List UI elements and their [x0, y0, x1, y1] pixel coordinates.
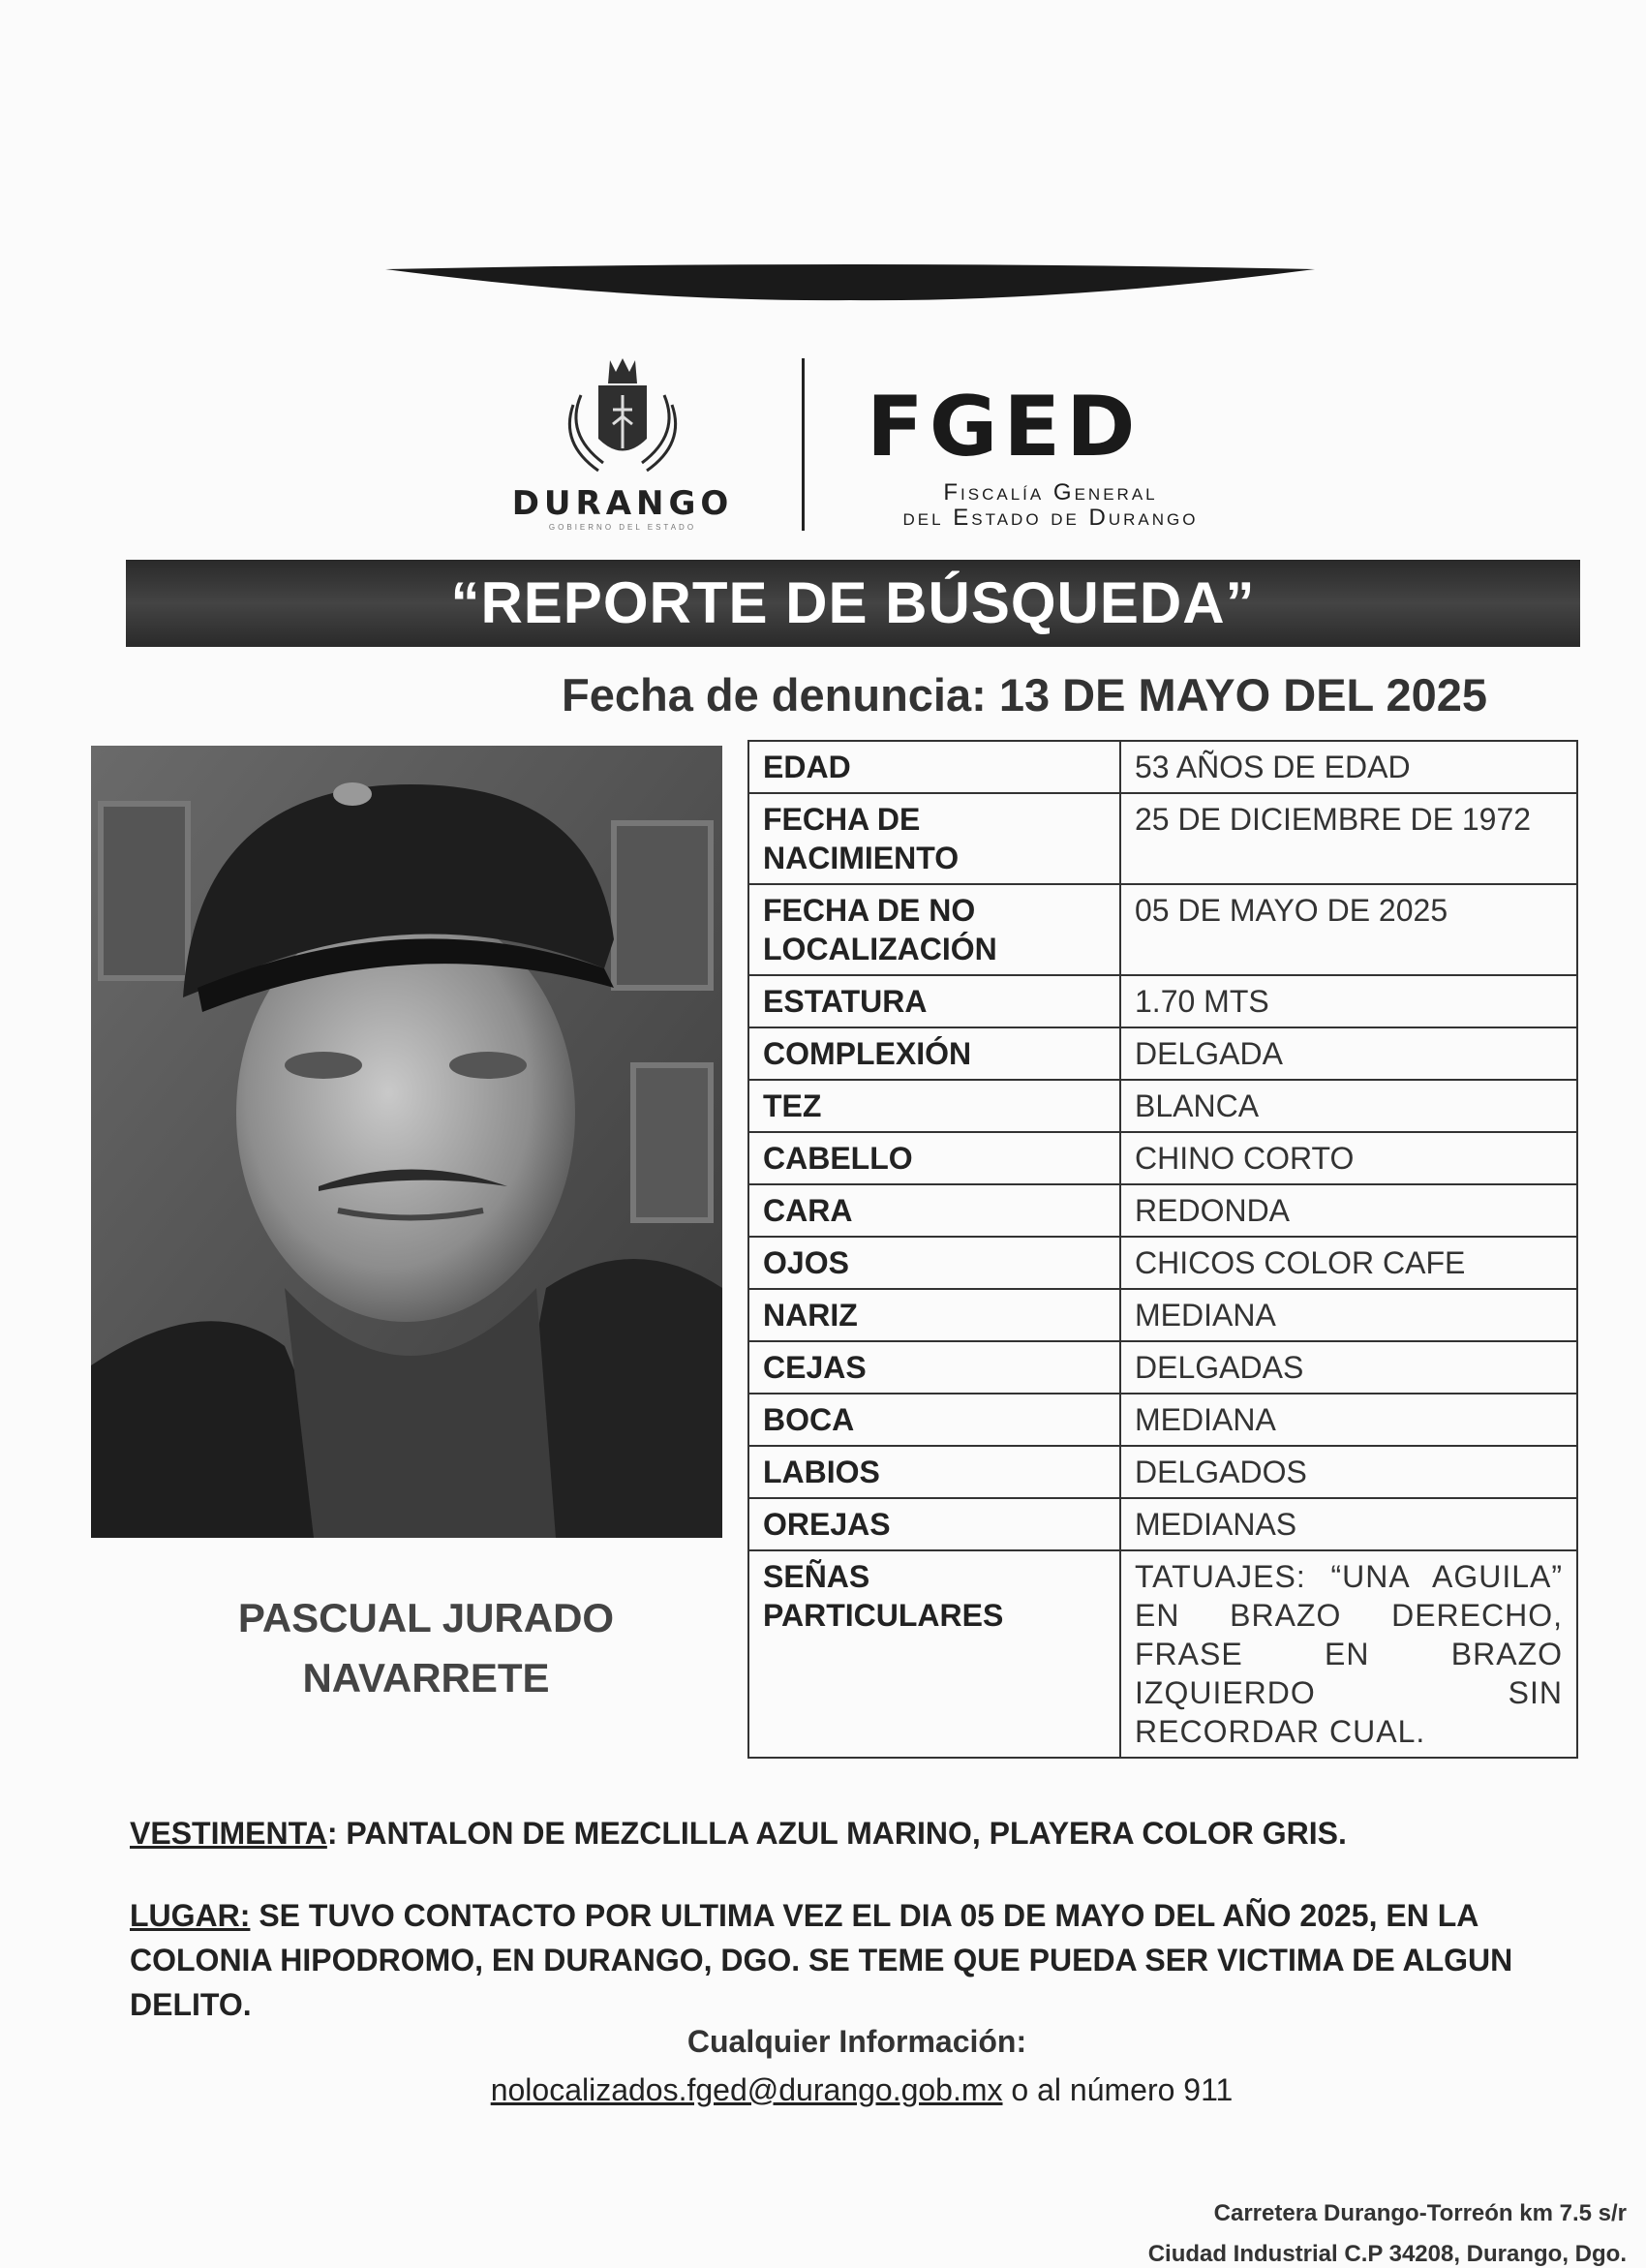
table-row	[748, 1289, 1577, 1341]
table-row	[748, 1080, 1577, 1132]
detail-label: TEZ	[748, 1080, 1120, 1132]
portrait-image	[91, 746, 722, 1538]
table-row	[748, 1550, 1577, 1758]
detail-value: DELGADOS	[1120, 1446, 1577, 1498]
contact-line	[0, 2072, 1646, 2108]
durango-wordmark: DURANGO	[511, 484, 734, 523]
detail-value: 25 DE DICIEMBRE DE 1972	[1120, 793, 1577, 884]
detail-label: FECHA DE NACIMIENTO	[748, 793, 1120, 884]
person-details-table	[747, 740, 1578, 1759]
report-title: “REPORTE DE BÚSQUEDA”	[450, 570, 1256, 635]
detail-value: 05 DE MAYO DE 2025	[1120, 884, 1577, 975]
table-row	[748, 793, 1577, 884]
table-row	[748, 1498, 1577, 1550]
logo-divider	[802, 358, 805, 531]
detail-label: OREJAS	[748, 1498, 1120, 1550]
contact-email-link[interactable]: nolocalizados.fged@durango.gob.mx	[490, 2072, 1003, 2107]
top-decorative-bar	[385, 263, 1315, 302]
detail-value: MEDIANA	[1120, 1289, 1577, 1341]
clothing-label: VESTIMENTA	[130, 1816, 327, 1851]
address-line2: Ciudad Industrial C.P 34208, Durango, Dgo.	[1147, 2241, 1627, 2267]
detail-value: BLANCA	[1120, 1080, 1577, 1132]
table-row	[748, 1341, 1577, 1394]
fged-logo	[867, 379, 1254, 532]
table-row	[748, 975, 1577, 1027]
detail-value: MEDIANAS	[1120, 1498, 1577, 1550]
durango-subtext: GOBIERNO DEL ESTADO	[548, 523, 697, 532]
fged-subtitle-line1: Fiscalía General	[943, 479, 1158, 506]
detail-label: COMPLEXIÓN	[748, 1027, 1120, 1080]
durango-crest-icon	[472, 356, 773, 482]
clothing-paragraph	[130, 1811, 1582, 1855]
fged-title: FGED	[867, 379, 1142, 475]
detail-value: CHINO CORTO	[1120, 1132, 1577, 1184]
detail-label: OJOS	[748, 1237, 1120, 1289]
detail-label: CARA	[748, 1184, 1120, 1237]
table-row	[748, 1132, 1577, 1184]
report-date: Fecha de denuncia: 13 DE MAYO DEL 2025	[562, 669, 1488, 720]
durango-logo	[472, 356, 773, 531]
detail-label: LABIOS	[748, 1446, 1120, 1498]
detail-value: 53 AÑOS DE EDAD	[1120, 741, 1577, 793]
table-row	[748, 884, 1577, 975]
detail-label: NARIZ	[748, 1289, 1120, 1341]
address-line1: Carretera Durango-Torreón km 7.5 s/r	[1213, 2200, 1627, 2226]
table-row	[748, 1237, 1577, 1289]
place-label: LUGAR:	[130, 1898, 251, 1933]
clothing-text: : PANTALON DE MEZCLILLA AZUL MARINO, PLAYERA COLOR GRIS.	[326, 1816, 1347, 1851]
person-name-line1: PASCUAL JURADO	[237, 1595, 615, 1640]
detail-value: DELGADA	[1120, 1027, 1577, 1080]
detail-label: FECHA DE NO LOCALIZACIÓN	[748, 884, 1120, 975]
fged-subtitle-line2: del Estado de Durango	[902, 505, 1199, 532]
report-banner	[126, 560, 1580, 647]
detail-value: CHICOS COLOR CAFE	[1120, 1237, 1577, 1289]
place-text: SE TUVO CONTACTO POR ULTIMA VEZ EL DIA 05 DE MAYO DEL AÑO 2025, EN LA COLONIA HIPODROMO, EN DURANGO, DGO. SE TEME QUE PUEDA SER VICTIMA DE ALGUN DELITO.	[130, 1898, 1513, 2022]
detail-label: BOCA	[748, 1394, 1120, 1446]
detail-value: TATUAJES: “UNA AGUILA” EN BRAZO DERECHO, FRASE EN BRAZO IZQUIERDO SIN RECORDAR CUAL.	[1120, 1550, 1577, 1758]
contact-heading: Cualquier Información:	[686, 2024, 1027, 2059]
missing-person-photo	[91, 746, 722, 1538]
detail-label: CABELLO	[748, 1132, 1120, 1184]
contact-phone-text: o al número 911	[1002, 2072, 1234, 2107]
detail-value: DELGADAS	[1120, 1341, 1577, 1394]
table-row	[748, 1446, 1577, 1498]
table-row	[748, 1027, 1577, 1080]
detail-label: CEJAS	[748, 1341, 1120, 1394]
table-row	[748, 1184, 1577, 1237]
detail-value: 1.70 MTS	[1120, 975, 1577, 1027]
table-row	[748, 1394, 1577, 1446]
place-paragraph	[130, 1893, 1582, 2027]
detail-label: SEÑAS PARTICULARES	[748, 1550, 1120, 1758]
detail-label: ESTATURA	[748, 975, 1120, 1027]
person-name-line2: NAVARRETE	[302, 1655, 550, 1701]
table-row	[748, 741, 1577, 793]
detail-value: MEDIANA	[1120, 1394, 1577, 1446]
detail-label: EDAD	[748, 741, 1120, 793]
person-name	[218, 1588, 634, 1708]
detail-value: REDONDA	[1120, 1184, 1577, 1237]
